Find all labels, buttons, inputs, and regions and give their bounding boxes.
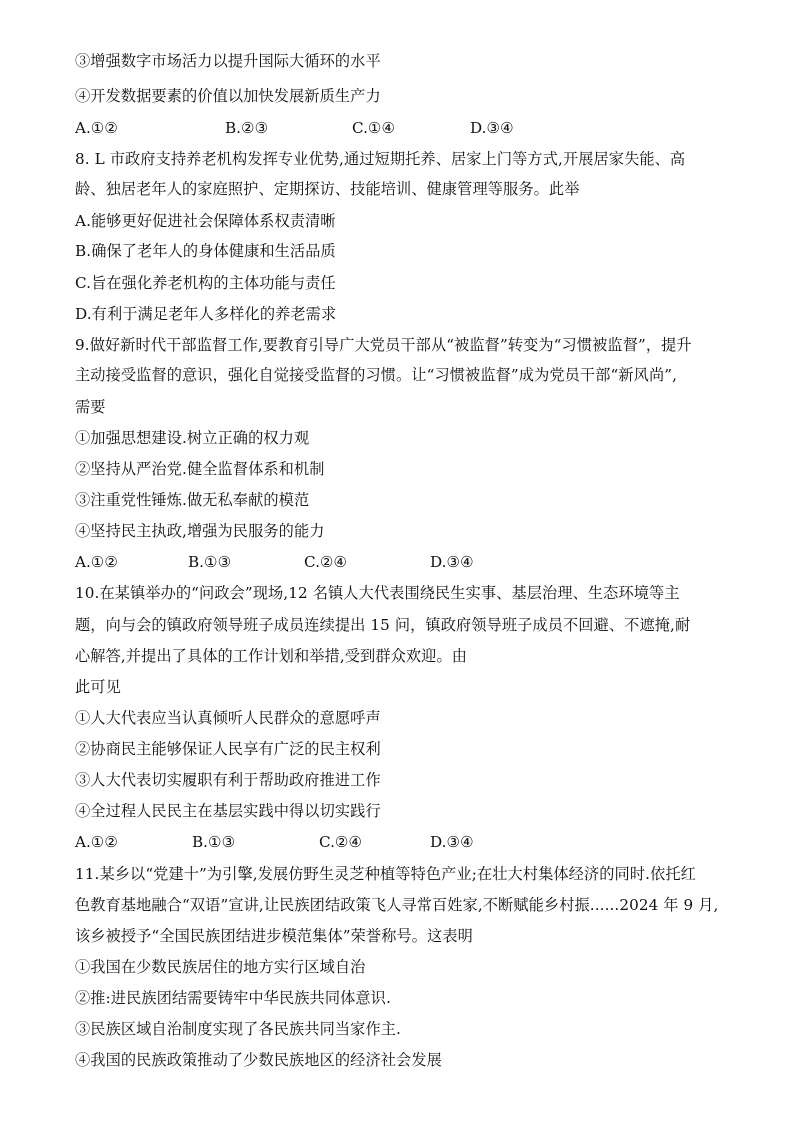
question-10-text: 此可见	[75, 678, 121, 696]
statement-item: ④全过程人民民主在基层实践中得以切实践行	[75, 802, 381, 820]
option-a: A.①②	[75, 119, 119, 137]
question-11-text: 色教育基地融合“双语”宣讲,让民族团结政策飞人寻常百姓家,不断赋能乡村振......2024 年 9 月,	[75, 896, 719, 914]
statement-item: ③民族区域自治制度实现了各民族共同当家作主.	[75, 1020, 401, 1038]
option-b: B.②③	[225, 119, 269, 137]
statement-item: ③人大代表切实履职有利于帮助政府推进工作	[75, 771, 381, 789]
option-a: A.①②	[75, 553, 119, 571]
option-b: B.①③	[188, 553, 232, 571]
question-10-text: 10.在某镇举办的“问政会”现场,12 名镇人大代表围绕民生实事、基层治理、生态环境等主	[75, 584, 680, 602]
question-9-text: 需要	[75, 398, 106, 416]
statement-item: ②协商民主能够保证人民享有广泛的民主权利	[75, 740, 381, 758]
option-b: B.①③	[192, 833, 236, 851]
option-c: C.旨在强化养老机构的主体功能与责任	[75, 274, 336, 292]
statement-item: ④坚持民主执政,增强为民服务的能力	[75, 522, 325, 540]
option-c: C.②④	[304, 553, 348, 571]
statement-item: ②推:进民族团结需要铸牢中华民族共同体意识.	[75, 989, 391, 1007]
question-11-text: 该乡被授予“全国民族团结进步模范集体”荣誉称号。这表明	[75, 927, 473, 945]
option-a: A.①②	[75, 833, 119, 851]
statement-item: ①加强思想建设.树立正确的权力观	[75, 429, 310, 447]
question-9-text: 9.做好新时代干部监督工作,要教育引导广大党员干部从“被监督”转变为“习惯被监督”，提升	[75, 336, 692, 354]
option-c: C.②④	[319, 833, 363, 851]
statement-item: ④我国的民族政策推动了少数民族地区的经济社会发展	[75, 1051, 442, 1069]
question-10-text: 题，向与会的镇政府领导班子成员连续提出 15 问，镇政府领导班子成员不回避、不遮掩,耐	[75, 616, 691, 634]
statement-item: ①我国在少数民族居住的地方实行区域自治	[75, 958, 366, 976]
text-line: ③增强数字市场活力以提升国际大循环的水平	[75, 52, 381, 70]
statement-item: ①人大代表应当认真倾听人民群众的意愿呼声	[75, 709, 381, 727]
option-d: D.③④	[430, 833, 474, 851]
statement-item: ③注重党性锤炼.做无私奉献的模范	[75, 491, 310, 509]
option-a: A.能够更好促进社会保障体系权责清晰	[75, 212, 336, 230]
question-8-text: 8. L 市政府支持养老机构发挥专业优势,通过短期托养、居家上门等方式,开展居家失能、高	[75, 150, 686, 168]
statement-item: ②坚持从严治党.健全监督体系和机制	[75, 460, 325, 478]
question-11-text: 11.某乡以“党建十”为引擎,发展仿野生灵芝种植等特色产业;在壮大村集体经济的同时.依托红	[75, 865, 696, 883]
option-d: D.有利于满足老年人多样化的养老需求	[75, 305, 337, 323]
question-9-text: 主动接受监督的意识，强化自觉接受监督的习惯。让“习惯被监督”成为党员干部“新风尚”,	[75, 366, 678, 384]
text-line: ④开发数据要素的价值以加快发展新质生产力	[75, 87, 381, 105]
option-b: B.确保了老年人的身体健康和生活品质	[75, 242, 336, 260]
question-8-text: 龄、独居老年人的家庭照护、定期探访、技能培训、健康管理等服务。此举	[75, 180, 580, 198]
option-d: D.③④	[430, 553, 474, 571]
option-c: C.①④	[352, 119, 396, 137]
option-d: D.③④	[470, 119, 514, 137]
question-10-text: 心解答,并提出了具体的工作计划和举措,受到群众欢迎。由	[75, 647, 468, 665]
